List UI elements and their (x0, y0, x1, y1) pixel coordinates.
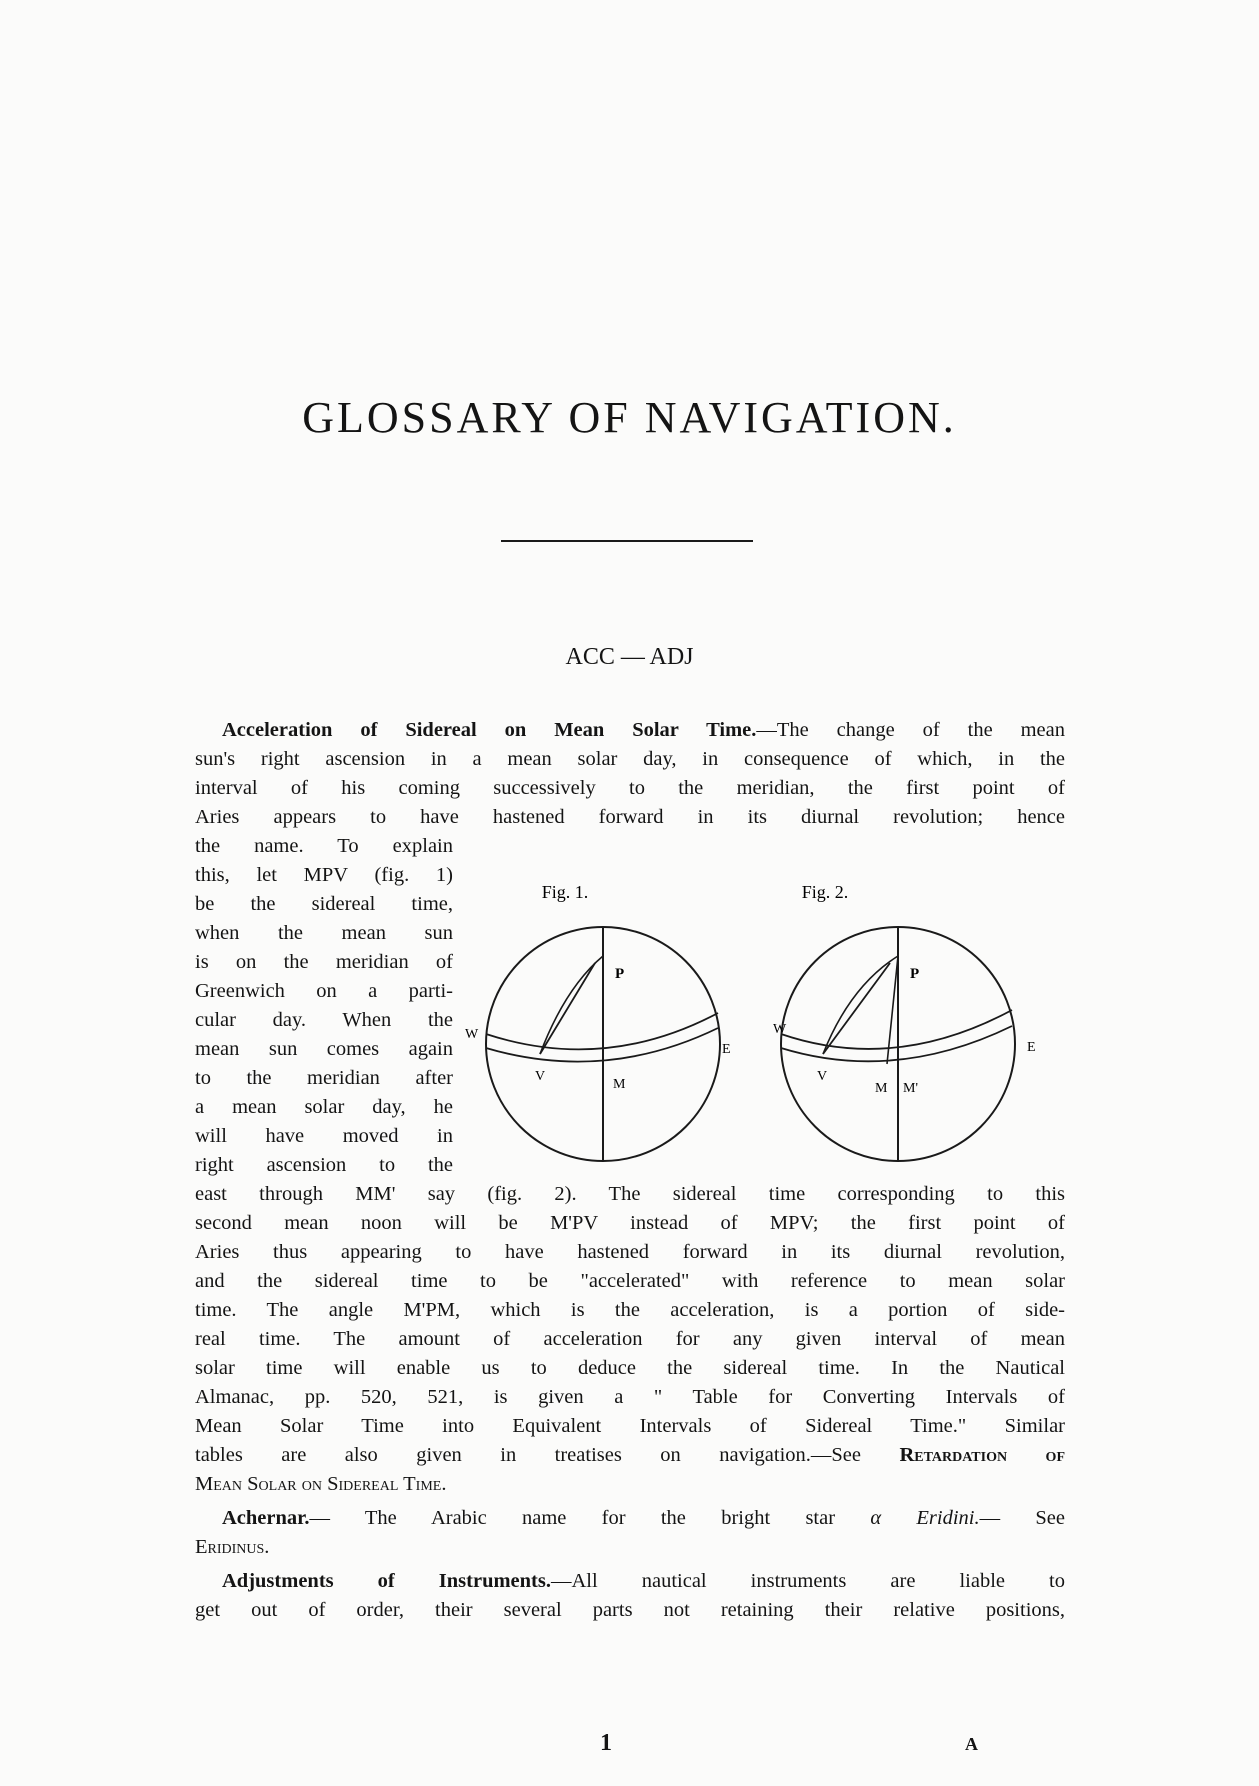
entry-line: the name. To explain (195, 835, 453, 857)
entry-line: be the sidereal time, (195, 893, 453, 915)
figure-2-label-w: W (773, 1022, 787, 1037)
entry-line: cular day. When the (195, 1009, 453, 1031)
cross-reference: Retardation of (899, 1444, 1065, 1466)
entry-term: Adjustments of Instruments. (222, 1570, 551, 1592)
entry-line: Mean Solar Time into Equivalent Intervals of Sidereal Time." Similar (195, 1415, 1065, 1437)
entry-line (195, 1533, 1065, 1562)
figure-2-label-e: E (1027, 1040, 1036, 1055)
figure-1-label-e: E (722, 1042, 731, 1057)
entry-line: to the meridian after (195, 1067, 453, 1089)
entry-line: Almanac, pp. 520, 521, is given a " Table for Converting Intervals of (195, 1386, 1065, 1408)
entry-line (195, 1470, 1065, 1499)
entry-line: this, let MPV (fig. 1) (195, 864, 453, 886)
entry-line: Greenwich on a parti- (195, 980, 453, 1002)
running-head: ACC — ADJ (565, 644, 694, 670)
figure-2-label-p: P (910, 966, 920, 982)
cross-reference: Mean Solar on Sidereal Time. (195, 1473, 447, 1495)
figure-1 (465, 882, 731, 1161)
page-title: GLOSSARY OF NAVIGATION. (302, 393, 957, 442)
figure-1-arc-pv (540, 963, 595, 1054)
entry-line: Acceleration of Sidereal on Mean Solar Time.—The change of the mean (222, 719, 1065, 741)
entry-line: tables are also given in treatises on navigation.—See Retardation of (195, 1444, 1065, 1466)
entry-line: will have moved in (195, 1125, 453, 1147)
entry-line: second mean noon will be M'PV instead of MPV; the first point of (195, 1212, 1065, 1234)
signature-mark: A (965, 1734, 978, 1754)
page-number: 1 (600, 1730, 612, 1756)
figure-2 (773, 882, 1036, 1161)
figure-2-label-m: M (875, 1081, 888, 1096)
figure-1-label-w: W (465, 1027, 479, 1042)
title-divider (501, 540, 753, 542)
entry-line: get out of order, their several parts not retaining their relative positions, (195, 1599, 1065, 1621)
entry-line: right ascension to the (195, 1154, 453, 1176)
celestial-sphere-figures (455, 868, 1065, 1178)
figure-2-equator-upper (781, 1010, 1012, 1049)
figure-2-caption: Fig. 2. (801, 882, 849, 902)
entry-line: is on the meridian of (195, 951, 453, 973)
entry-line: time. The angle M'PM, which is the acceleration, is a portion of side- (195, 1299, 1065, 1321)
entry-line: Aries thus appearing to have hastened forward in its diurnal revolution, (195, 1241, 1065, 1263)
cross-reference: Eridinus. (195, 1536, 270, 1558)
entry-line: a mean solar day, he (195, 1096, 453, 1118)
figure-1-caption: Fig. 1. (541, 882, 589, 902)
figure-2-arc-pv (823, 963, 890, 1054)
entry-line: Adjustments of Instruments.—All nautical instruments are liable to (222, 1570, 1066, 1592)
entry-line: Aries appears to have hastened forward in its diurnal revolution; hence (195, 806, 1065, 828)
figure-2-label-m-prime: M' (903, 1081, 918, 1096)
entry-line: east through MM' say (fig. 2). The sidereal time corresponding to this (195, 1183, 1065, 1205)
entry-term: Acceleration of Sidereal on Mean Solar Time. (222, 719, 757, 741)
entry-line: Achernar.— The Arabic name for the bright star α Eridini.— See (222, 1507, 1066, 1529)
figure-1-label-v: V (535, 1069, 546, 1084)
entry-line: and the sidereal time to be "accelerated" with reference to mean solar (195, 1270, 1065, 1292)
entry-line: solar time will enable us to deduce the sidereal time. In the Nautical (195, 1357, 1065, 1379)
entry-line: when the mean sun (195, 922, 453, 944)
entry-line: sun's right ascension in a mean solar day, in consequence of which, in the (195, 748, 1065, 770)
figure-2-label-v: V (817, 1069, 828, 1084)
entry-term: Achernar. (222, 1507, 310, 1529)
figure-1-label-m: M (613, 1077, 626, 1092)
entry-line: interval of his coming successively to the meridian, the first point of (195, 777, 1065, 799)
entry-line: real time. The amount of acceleration for any given interval of mean (195, 1328, 1065, 1350)
entry-line: mean sun comes again (195, 1038, 453, 1060)
figure-1-label-p: P (615, 966, 625, 982)
